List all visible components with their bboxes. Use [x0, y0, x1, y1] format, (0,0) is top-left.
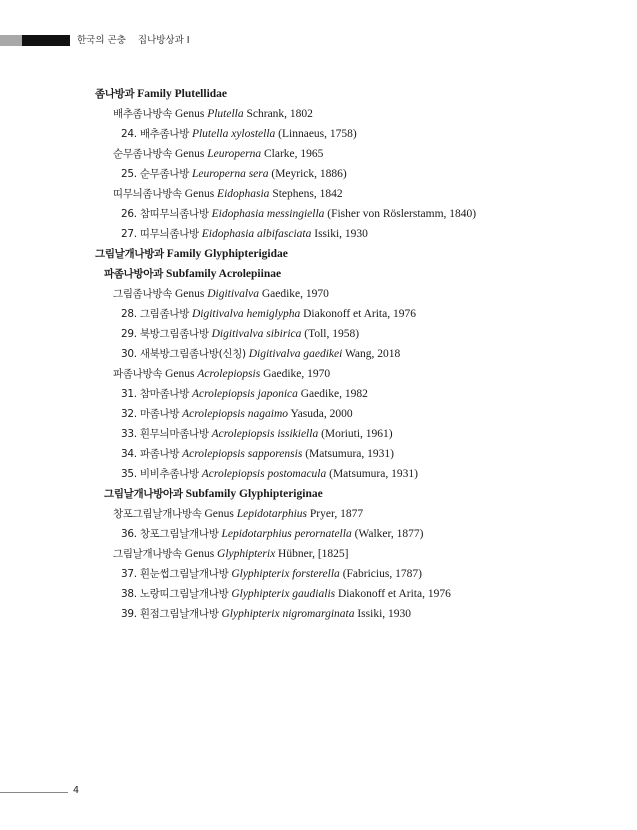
rank-label: Subfamily — [163, 268, 219, 280]
korean-name: 좀나방과 — [95, 88, 135, 100]
korean-name: 28. 그림좀나방 — [121, 308, 190, 320]
authority: Issiki, 1930 — [354, 608, 412, 620]
authority: Gaedike, 1970 — [258, 288, 329, 300]
species-entry — [0, 424, 637, 444]
korean-name: 32. 마좀나방 — [121, 408, 180, 420]
authority: (Matsumura, 1931) — [326, 468, 418, 480]
book-title: 한국의 곤충 — [77, 35, 126, 46]
korean-name: 그림날개나방속 — [113, 548, 182, 560]
genus-entry — [0, 284, 637, 304]
scientific-name: Glyphipterix gaudialis — [231, 588, 336, 600]
species-entry — [0, 584, 637, 604]
scientific-name: Digitivalva hemiglypha — [191, 308, 301, 320]
scientific-name: Acrolepiinae — [218, 268, 282, 280]
scientific-name: Acrolepiopsis sapporensis — [182, 448, 303, 460]
korean-name: 29. 북방그림좀나방 — [121, 328, 209, 340]
korean-name: 36. 창포그림날개나방 — [121, 528, 219, 540]
korean-name: 창포그림날개나방속 — [113, 508, 202, 520]
subfamily-entry — [0, 484, 637, 504]
running-header — [77, 34, 190, 47]
authority: (Walker, 1877) — [351, 528, 424, 540]
genus-entry — [0, 104, 637, 124]
rank-label: Family — [134, 88, 175, 100]
rank-label: Genus — [172, 148, 208, 160]
volume-title: 집나방상과 I — [137, 35, 190, 46]
family-entry — [0, 84, 637, 104]
rank-label: Family — [163, 248, 205, 260]
korean-name: 37. 흰눈썹그림날개나방 — [121, 568, 229, 580]
korean-name: 배추좀나방속 — [113, 108, 173, 120]
genus-entry — [0, 504, 637, 524]
korean-name: 34. 파좀나방 — [121, 448, 180, 460]
authority: Diakonoff et Arita, 1976 — [300, 308, 416, 320]
table-of-contents — [0, 84, 637, 624]
family-entry — [0, 244, 637, 264]
authority: (Meyrick, 1886) — [268, 168, 347, 180]
korean-name: 그림좀나방속 — [113, 288, 173, 300]
scientific-name: Leuroperna sera — [191, 168, 269, 180]
species-entry — [0, 124, 637, 144]
scientific-name: Glyphipterix forsterella — [231, 568, 340, 580]
korean-name: 순무좀나방속 — [113, 148, 173, 160]
authority: Clarke, 1965 — [261, 148, 324, 160]
scientific-name: Eidophasia messingiella — [211, 208, 325, 220]
subfamily-entry — [0, 264, 637, 284]
korean-name: 33. 흰무늬마좀나방 — [121, 428, 209, 440]
authority: Stephens, 1842 — [269, 188, 343, 200]
rank-label: Subfamily — [182, 488, 239, 500]
scientific-name: Acrolepiopsis issikiella — [211, 428, 319, 440]
scientific-name: Plutellidae — [174, 88, 228, 100]
species-entry — [0, 404, 637, 424]
korean-name: 파좀나방아과 — [104, 268, 164, 280]
authority: Gaedike, 1970 — [260, 368, 331, 380]
korean-name: 27. 띠무늬좀나방 — [121, 228, 199, 240]
scientific-name: Digitivalva — [207, 288, 259, 300]
species-entry — [0, 464, 637, 484]
korean-name: 띠무늬좀나방속 — [113, 188, 182, 200]
species-entry — [0, 384, 637, 404]
header-gray-bar — [0, 35, 22, 46]
scientific-name: Digitivalva gaedikei — [248, 348, 343, 360]
species-entry — [0, 324, 637, 344]
authority: Yasuda, 2000 — [288, 408, 353, 420]
scientific-name: Eidophasia — [217, 188, 270, 200]
korean-name: 25. 순무좀나방 — [121, 168, 190, 180]
scientific-name: Acrolepiopsis — [197, 368, 261, 380]
korean-name: 24. 배추좀나방 — [121, 128, 190, 140]
korean-name: 30. 새북방그림좀나방(신칭) — [121, 348, 246, 360]
rank-label: Genus — [172, 108, 208, 120]
korean-name: 35. 비비추좀나방 — [121, 468, 199, 480]
genus-entry — [0, 364, 637, 384]
authority: (Toll, 1958) — [301, 328, 360, 340]
authority: (Fisher von Röslerstamm, 1840) — [324, 208, 477, 220]
species-entry — [0, 444, 637, 464]
korean-name: 그림날개나방아과 — [104, 488, 183, 500]
page-number: 4 — [73, 785, 80, 796]
species-entry — [0, 604, 637, 624]
scientific-name: Plutella xylostella — [191, 128, 276, 140]
korean-name: 39. 흰점그림날개나방 — [121, 608, 219, 620]
species-entry — [0, 224, 637, 244]
scientific-name: Glyphipterigidae — [204, 248, 288, 260]
authority: Gaedike, 1982 — [297, 388, 368, 400]
rank-label: Genus — [201, 508, 237, 520]
korean-name: 파좀나방속 — [113, 368, 163, 380]
authority: Pryer, 1877 — [307, 508, 364, 520]
scientific-name: Lepidotarphius — [236, 508, 308, 520]
scientific-name: Glyphipterix — [217, 548, 276, 560]
genus-entry — [0, 544, 637, 564]
species-entry — [0, 164, 637, 184]
species-entry — [0, 564, 637, 584]
authority: (Linnaeus, 1758) — [275, 128, 357, 140]
authority: (Fabricius, 1787) — [339, 568, 422, 580]
scientific-name: Glyphipterix nigromarginata — [221, 608, 355, 620]
korean-name: 26. 참띠무늬좀나방 — [121, 208, 209, 220]
rank-label: Genus — [181, 188, 218, 200]
header-black-bar — [22, 35, 70, 46]
species-entry — [0, 344, 637, 364]
authority: (Moriuti, 1961) — [318, 428, 393, 440]
scientific-name: Plutella — [207, 108, 244, 120]
korean-name: 그림날개나방과 — [95, 248, 164, 260]
authority: Issiki, 1930 — [311, 228, 368, 240]
rank-label: Genus — [162, 368, 198, 380]
genus-entry — [0, 144, 637, 164]
scientific-name: Acrolepiopsis postomacula — [201, 468, 327, 480]
scientific-name: Glyphipteriginae — [239, 488, 323, 500]
species-entry — [0, 204, 637, 224]
authority: (Matsumura, 1931) — [302, 448, 394, 460]
authority: Hübner, [1825] — [275, 548, 349, 560]
authority: Diakonoff et Arita, 1976 — [335, 588, 451, 600]
scientific-name: Eidophasia albifasciata — [201, 228, 312, 240]
scientific-name: Digitivalva sibirica — [211, 328, 302, 340]
rank-label: Genus — [172, 288, 208, 300]
korean-name: 31. 참마좀나방 — [121, 388, 190, 400]
rank-label: Genus — [181, 548, 218, 560]
species-entry — [0, 304, 637, 324]
scientific-name: Lepidotarphius perornatella — [221, 528, 352, 540]
korean-name: 38. 노랑띠그림날개나방 — [121, 588, 229, 600]
authority: Wang, 2018 — [342, 348, 401, 360]
species-entry — [0, 524, 637, 544]
authority: Schrank, 1802 — [243, 108, 313, 120]
scientific-name: Acrolepiopsis nagaimo — [182, 408, 289, 420]
footer-rule — [0, 792, 68, 793]
scientific-name: Leuroperna — [207, 148, 262, 160]
scientific-name: Acrolepiopsis japonica — [191, 388, 298, 400]
genus-entry — [0, 184, 637, 204]
